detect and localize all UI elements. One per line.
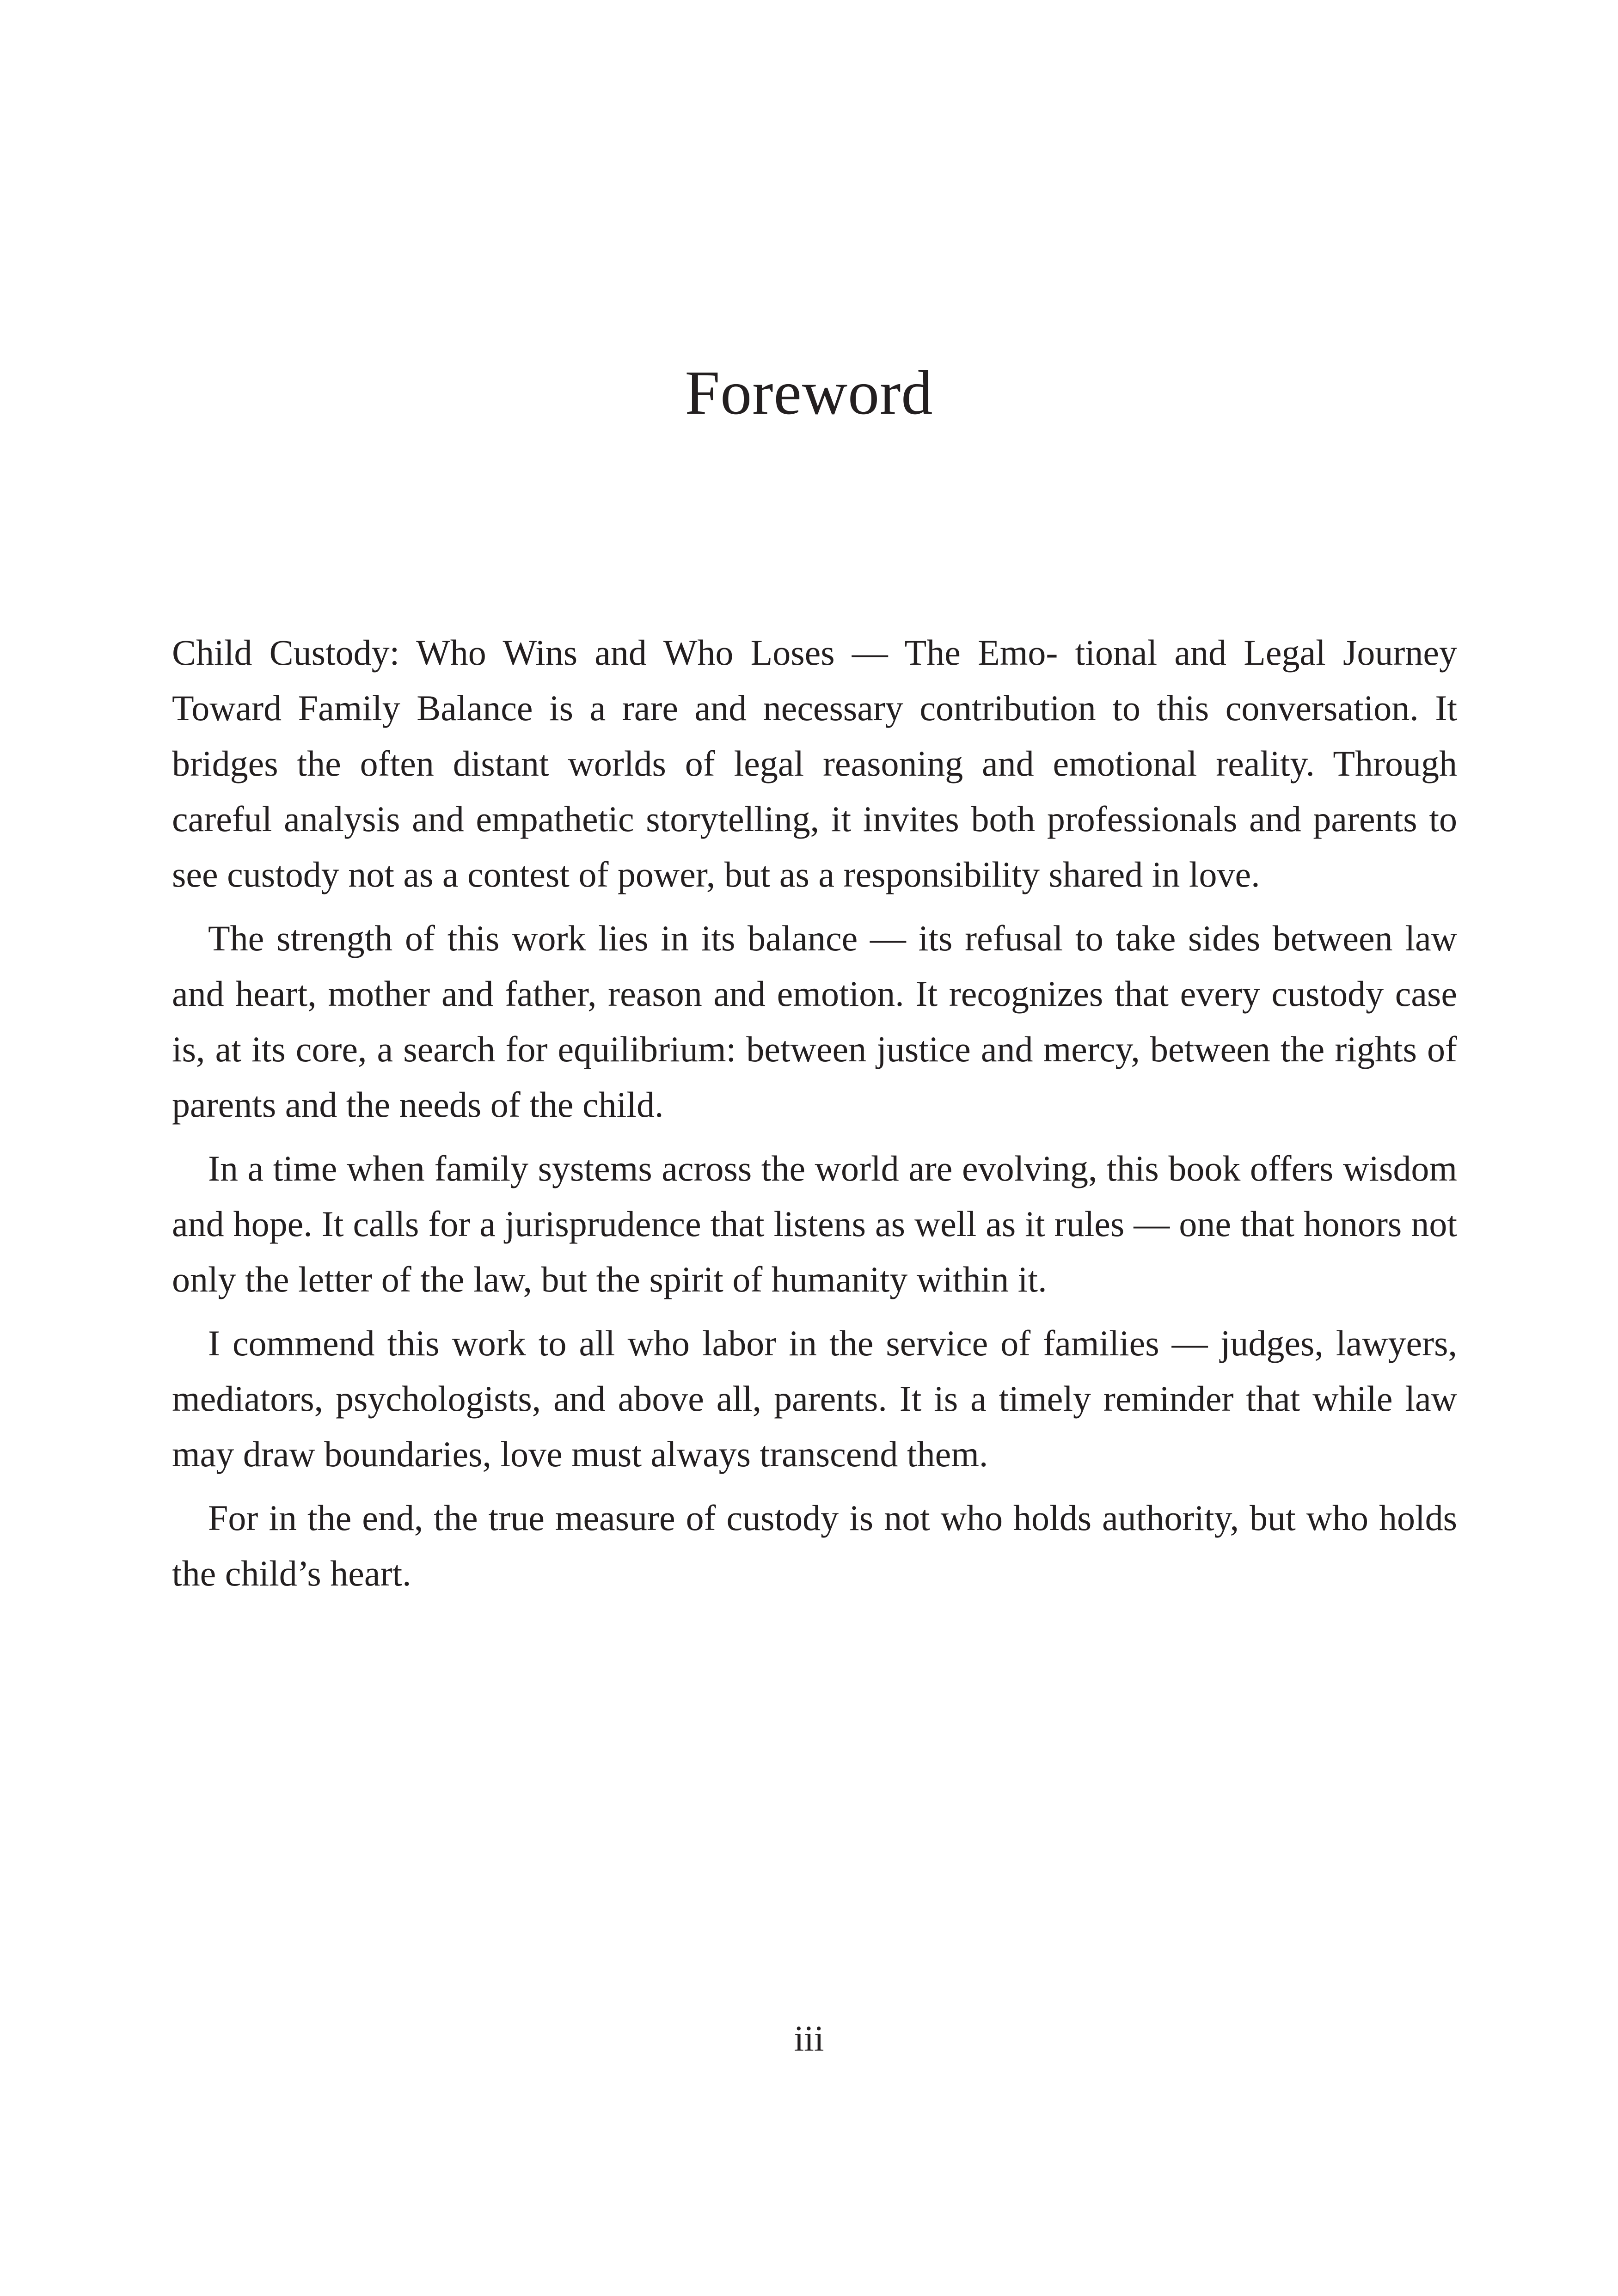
page-number: iii	[794, 2018, 824, 2058]
paragraph-2: The strength of this work lies in its balance — its refusal to take sides between law and heart, mother and father, reason and emotion. It recognizes that every custody case is, at its core, a search for equilibrium: between justice and mercy, between the rights of parents and the needs of the child.	[172, 918, 1457, 1125]
page-title: Foreword	[685, 358, 933, 428]
paragraph-3: In a time when family systems across the world are evolving, this book offers wisdom and hope. It calls for a jurisprudence that listens as well as it rules — one that honors not only the letter of the law, but the spirit of humanity within it.	[172, 1148, 1457, 1299]
paragraph-1: Child Custody: Who Wins and Who Loses — The Emo- tional and Legal Journey Toward Family Balance is a rare and necessary contribution to this conversation. It bridges the often distant worlds of legal reasoning and emotional reality. Through careful analysis and empathetic storytelling, it invites both professionals and parents to see custody not as a contest of power, but as a responsibility shared in love.	[172, 632, 1457, 894]
paragraph-4: I commend this work to all who labor in the service of families — judges, lawyers, mediators, psychologists, and above all, parents. It is a timely reminder that while law may draw boundaries, love must always transcend them.	[172, 1323, 1457, 1474]
paragraph-5: For in the end, the true measure of custody is not who holds authority, but who holds the child’s heart.	[172, 1498, 1457, 1593]
foreword-body	[172, 625, 1457, 1610]
